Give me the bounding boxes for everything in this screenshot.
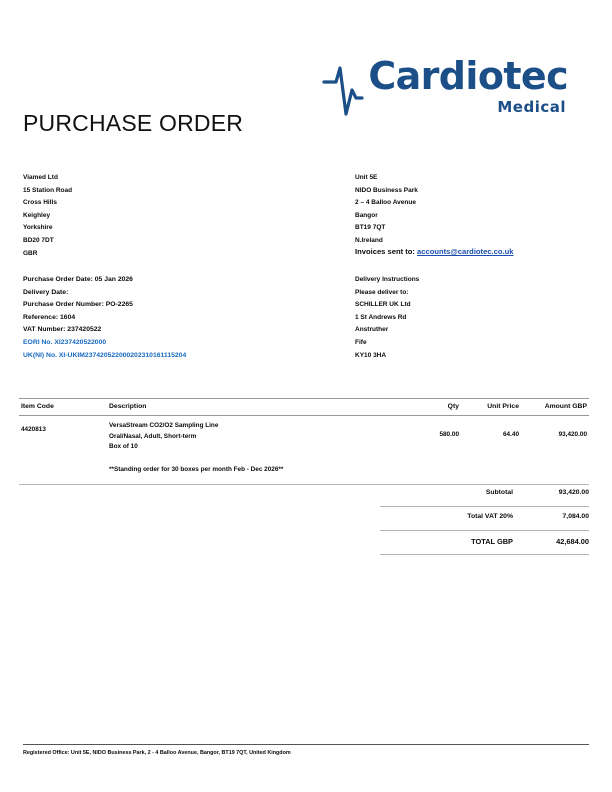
order-meta-line: Delivery Date: — [23, 288, 69, 296]
order-meta-line: Purchase Order Number: PO-2265 — [23, 301, 133, 309]
column-header-description: Description — [109, 403, 147, 410]
delivery-line: 1 St Andrews Rd — [355, 313, 407, 321]
cell-item-code: 4420813 — [21, 426, 46, 433]
table-header-row — [19, 399, 589, 415]
description-line: Oral/Nasal, Adult, Short-term — [109, 432, 197, 440]
buyer-address-line: Keighley — [23, 211, 51, 219]
order-meta-block — [23, 274, 343, 362]
supplier-address-line: 2 – 4 Balloo Avenue — [355, 199, 416, 207]
delivery-line: Fife — [355, 338, 367, 346]
invoice-email-line — [355, 247, 513, 256]
cell-unit-price: 64.40 — [503, 431, 519, 438]
logo-subtext: Medical — [497, 98, 566, 116]
totals-block — [380, 483, 589, 555]
column-header-item-code: Item Code — [21, 403, 54, 410]
buyer-address-line: Cross Hills — [23, 199, 57, 207]
page-title: PURCHASE ORDER — [23, 110, 244, 136]
cell-description — [109, 421, 218, 453]
supplier-address-line: NIDO Business Park — [355, 186, 418, 194]
supplier-address-block — [355, 172, 590, 248]
cell-amount: 93,420.00 — [558, 431, 587, 438]
buyer-address-line: GBR — [23, 249, 38, 257]
buyer-address-line: Yorkshire — [23, 224, 53, 232]
buyer-address-line: BD20 7DT — [23, 236, 54, 244]
total-row-grand — [380, 531, 589, 554]
order-meta-line: VAT Number: 237420522 — [23, 326, 102, 334]
delivery-line: Anstruther — [355, 326, 389, 334]
column-header-amount: Amount GBP — [544, 403, 587, 410]
vat-label: Total VAT 20% — [467, 513, 513, 520]
delivery-instructions-block — [355, 274, 590, 362]
vat-value: 7,084.00 — [562, 513, 589, 520]
subtotal-value: 93,420.00 — [558, 489, 589, 496]
accounts-email-link[interactable]: accounts@cardiotec.co.uk — [417, 247, 514, 256]
supplier-address-line: Bangor — [355, 211, 378, 219]
supplier-address-line: BT19 7QT — [355, 224, 386, 232]
line-items-table — [19, 398, 589, 485]
company-logo — [328, 56, 568, 126]
order-meta-line: Purchase Order Date: 05 Jan 2026 — [23, 276, 133, 283]
standing-order-note-row — [19, 462, 589, 484]
delivery-line: SCHILLER UK Ltd — [355, 301, 411, 309]
total-row-subtotal — [380, 483, 589, 506]
ecg-heartbeat-icon — [322, 60, 378, 124]
standing-order-note: **Standing order for 30 boxes per month Feb - Dec 2026** — [109, 466, 284, 473]
grand-total-value: 42,684.00 — [556, 537, 589, 546]
subtotal-label: Subtotal — [485, 489, 513, 496]
invoice-email-prefix: Invoices sent to: — [355, 247, 418, 256]
footer-registered-office: Registered Office: Unit 5E, NIDO Business Park, 2 - 4 Balloo Avenue, Bangor, BT19 7QT, United Kingdom — [23, 750, 291, 756]
order-meta-line: Reference: 1604 — [23, 313, 76, 321]
column-header-unit-price: Unit Price — [487, 403, 519, 410]
logo-wordmark: Cardiotec — [368, 54, 568, 98]
buyer-address-block — [23, 172, 273, 260]
buyer-address-line: 15 Station Road — [23, 186, 73, 194]
table-row — [19, 416, 589, 462]
delivery-line: Please deliver to: — [355, 288, 409, 296]
description-line: Box of 10 — [109, 443, 138, 450]
delivery-line: KY10 3HA — [355, 351, 387, 359]
supplier-address-line: Unit 5E — [355, 174, 378, 181]
footer-divider — [23, 744, 589, 745]
supplier-address-line: N.Ireland — [355, 236, 383, 244]
description-line: VersaStream CO2/O2 Sampling Line — [109, 422, 219, 429]
column-header-qty: Qty — [447, 403, 459, 410]
total-row-vat — [380, 507, 589, 530]
order-meta-line-eori: EORI No. XI237420522000 — [23, 338, 107, 346]
totals-separator — [380, 554, 589, 555]
buyer-address-line: Viamed Ltd — [23, 174, 58, 181]
grand-total-label: TOTAL GBP — [471, 537, 513, 546]
cell-qty: 580.00 — [439, 431, 459, 438]
order-meta-line-ukim: UK(NI) No. XI-UKIM237420522000202310161115204 — [23, 351, 187, 359]
delivery-heading: Delivery Instructions — [355, 276, 420, 283]
